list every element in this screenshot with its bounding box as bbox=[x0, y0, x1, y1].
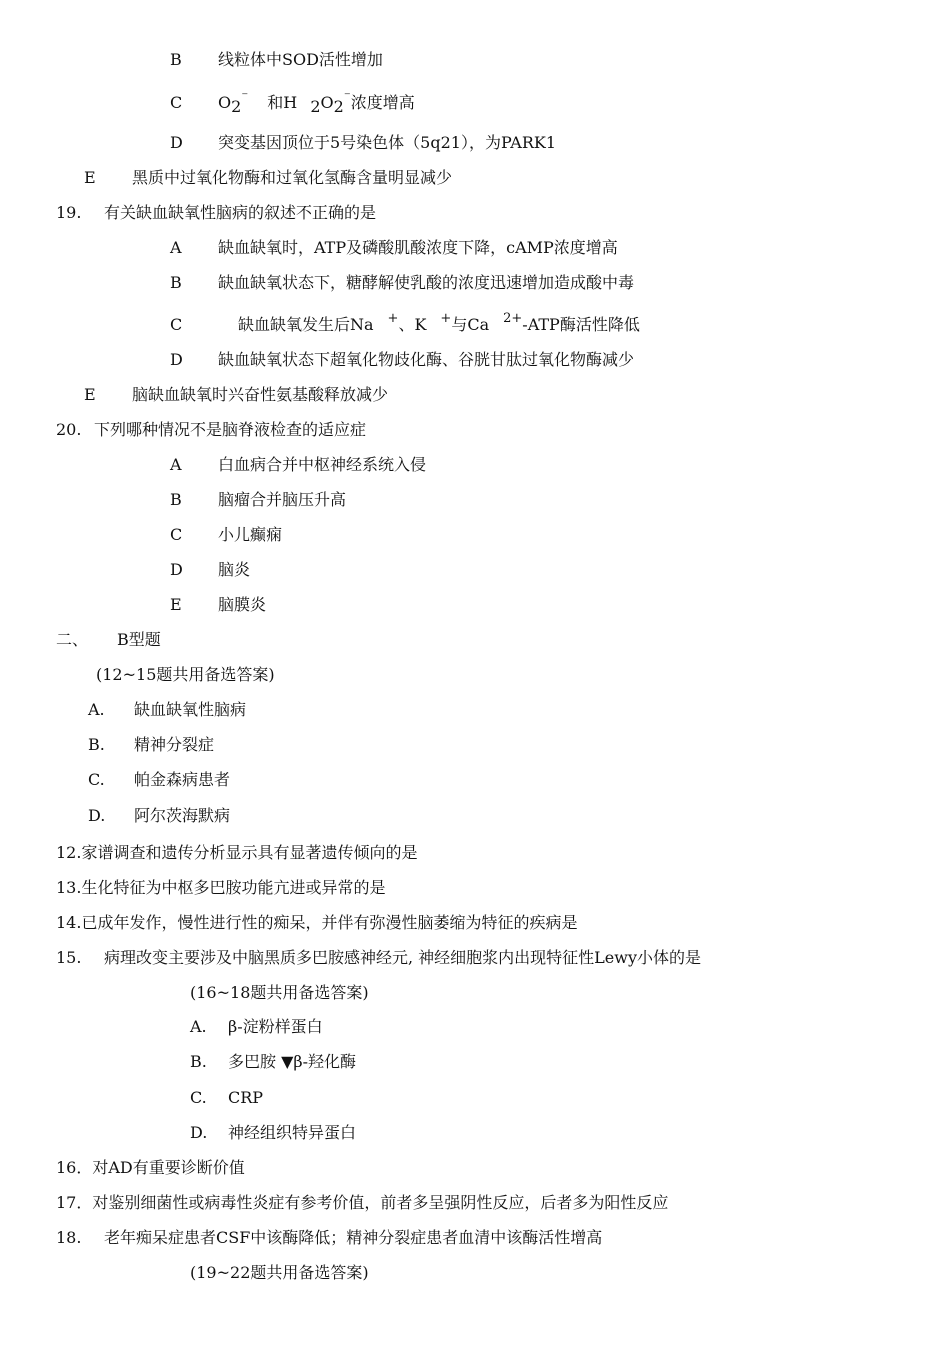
question-17: 17．对鉴别细菌性或病毒性炎症有参考价值，前者多呈强阴性反应，后者多为阳性反应 bbox=[56, 1193, 669, 1212]
option-letter: B bbox=[170, 273, 182, 292]
option-text: 缺血缺氧状态下超氧化物歧化酶、谷胱甘肽过氧化物酶减少 bbox=[218, 350, 635, 369]
option-letter: D bbox=[170, 560, 183, 579]
option-text: CRP bbox=[228, 1088, 264, 1107]
option-letter: C bbox=[170, 93, 183, 112]
question-stem: 病理改变主要涉及中脑黑质多巴胺感神经元, 神经细胞浆内出现特征性Lewy小体的是 bbox=[104, 948, 702, 967]
option-19-a bbox=[170, 238, 618, 258]
option-letter: D bbox=[170, 350, 183, 369]
option-20-c bbox=[170, 525, 282, 545]
question-20 bbox=[56, 420, 366, 440]
option-18-c: C O2⁻ 和H 2O2⁻浓度增高 bbox=[170, 89, 415, 116]
option-letter: C. bbox=[88, 770, 105, 789]
question-12: 12.家谱调查和遗传分析显示具有显著遗传倾向的是 bbox=[56, 843, 418, 862]
question-number: 18. bbox=[56, 1228, 82, 1247]
option-text: 小儿癫痫 bbox=[218, 525, 283, 544]
option-18-b bbox=[170, 50, 383, 70]
option-text: 脑瘤合并脑压升高 bbox=[218, 490, 347, 509]
question-stem: 有关缺血缺氧性脑病的叙述不正确的是 bbox=[104, 203, 377, 222]
question-16: 16．对AD有重要诊断价值 bbox=[56, 1158, 245, 1177]
option-19-d bbox=[170, 350, 634, 370]
option-letter: A bbox=[170, 455, 182, 474]
option-text: 多巴胺 ▼β-羟化酶 bbox=[228, 1052, 357, 1071]
option-letter: B bbox=[170, 50, 182, 69]
option-18-e bbox=[84, 168, 452, 188]
option-text: 脑缺血缺氧时兴奋性氨基酸释放减少 bbox=[132, 385, 389, 404]
option-letter: D. bbox=[88, 806, 106, 825]
option-text: 精神分裂症 bbox=[134, 735, 215, 754]
option-text: 帕金森病患者 bbox=[134, 770, 231, 789]
option-letter: A. bbox=[88, 700, 105, 719]
question-stem: 老年痴呆症患者CSF中该酶降低；精神分裂症患者血清中该酶活性增高 bbox=[104, 1228, 603, 1247]
option-text: 突变基因顶位于5号染色体（5q21），为PARK1 bbox=[218, 133, 556, 152]
option-letter: C. bbox=[190, 1088, 207, 1107]
option-letter: E bbox=[84, 168, 96, 187]
option-text: 黑质中过氧化物酶和过氧化氢酶含量明显减少 bbox=[132, 168, 453, 187]
section-title: B型题 bbox=[117, 630, 161, 649]
option-letter: B. bbox=[88, 735, 105, 754]
option-19-c: C 缺血缺氧发生后Na +、K +与Ca $^{2+}$-ATP酶活性降低 bbox=[170, 311, 640, 334]
option-text: 缺血缺氧时，ATP及磷酸肌酸浓度下降，cAMP浓度增高 bbox=[218, 238, 618, 257]
question-13: 13.生化特征为中枢多巴胺功能亢进或异常的是 bbox=[56, 878, 386, 897]
option-text: 脑膜炎 bbox=[218, 595, 267, 614]
choice-b bbox=[88, 735, 214, 755]
question-14: 14.已成年发作，慢性进行性的痴呆，并伴有弥漫性脑萎缩为特征的疾病是 bbox=[56, 913, 578, 932]
option-text: 线粒体中SOD活性增加 bbox=[218, 50, 383, 69]
question-15 bbox=[56, 948, 701, 968]
option-text: 浓度增高 bbox=[350, 93, 415, 112]
option-18-d bbox=[170, 133, 556, 153]
question-stem: 下列哪种情况不是脑脊液检查的适应症 bbox=[94, 420, 367, 439]
group-header: (12~15题共用备选答案) bbox=[96, 665, 275, 684]
group-header: (16~18题共用备选答案) bbox=[190, 983, 369, 1002]
option-20-d bbox=[170, 560, 250, 580]
option-20-b bbox=[170, 490, 346, 510]
option-letter: E bbox=[170, 595, 182, 614]
choice-a bbox=[88, 700, 246, 720]
question-number: 20. bbox=[56, 420, 82, 439]
choice-a bbox=[190, 1017, 323, 1037]
choice-d bbox=[190, 1123, 356, 1143]
option-letter: A bbox=[170, 238, 182, 257]
formula-o2: O2⁻ bbox=[218, 89, 249, 116]
section-number: 二、 bbox=[56, 630, 89, 649]
section-heading bbox=[56, 630, 161, 650]
option-letter: E bbox=[84, 385, 96, 404]
formula-and-h: 和H bbox=[267, 93, 298, 112]
option-letter: C bbox=[170, 315, 183, 334]
option-letter: B. bbox=[190, 1052, 207, 1071]
option-text: 神经组织特异蛋白 bbox=[228, 1123, 357, 1142]
option-19-b bbox=[170, 273, 634, 293]
choice-b bbox=[190, 1052, 356, 1072]
option-letter: D. bbox=[190, 1123, 208, 1142]
question-18 bbox=[56, 1228, 602, 1248]
question-number: 19. bbox=[56, 203, 82, 222]
option-letter: C bbox=[170, 525, 183, 544]
choice-c bbox=[190, 1088, 263, 1108]
question-19 bbox=[56, 203, 376, 223]
option-19-e bbox=[84, 385, 388, 405]
option-20-a bbox=[170, 455, 426, 475]
group-header: (19~22题共用备选答案) bbox=[190, 1263, 369, 1282]
choice-c bbox=[88, 770, 230, 790]
option-text: 脑炎 bbox=[218, 560, 251, 579]
option-text: -ATP酶活性降低 bbox=[522, 315, 640, 334]
option-letter: A. bbox=[190, 1017, 207, 1036]
option-20-e bbox=[170, 595, 266, 615]
option-letter: B bbox=[170, 490, 182, 509]
choice-d bbox=[88, 806, 230, 826]
question-number: 15. bbox=[56, 948, 82, 967]
option-text: β-淀粉样蛋白 bbox=[228, 1017, 323, 1036]
option-text: 缺血缺氧性脑病 bbox=[134, 700, 247, 719]
option-text: 缺血缺氧状态下，糖酵解使乳酸的浓度迅速增加造成酸中毒 bbox=[218, 273, 635, 292]
option-letter: D bbox=[170, 133, 183, 152]
option-text: 阿尔茨海默病 bbox=[134, 806, 231, 825]
option-text: 白血病合并中枢神经系统入侵 bbox=[218, 455, 427, 474]
